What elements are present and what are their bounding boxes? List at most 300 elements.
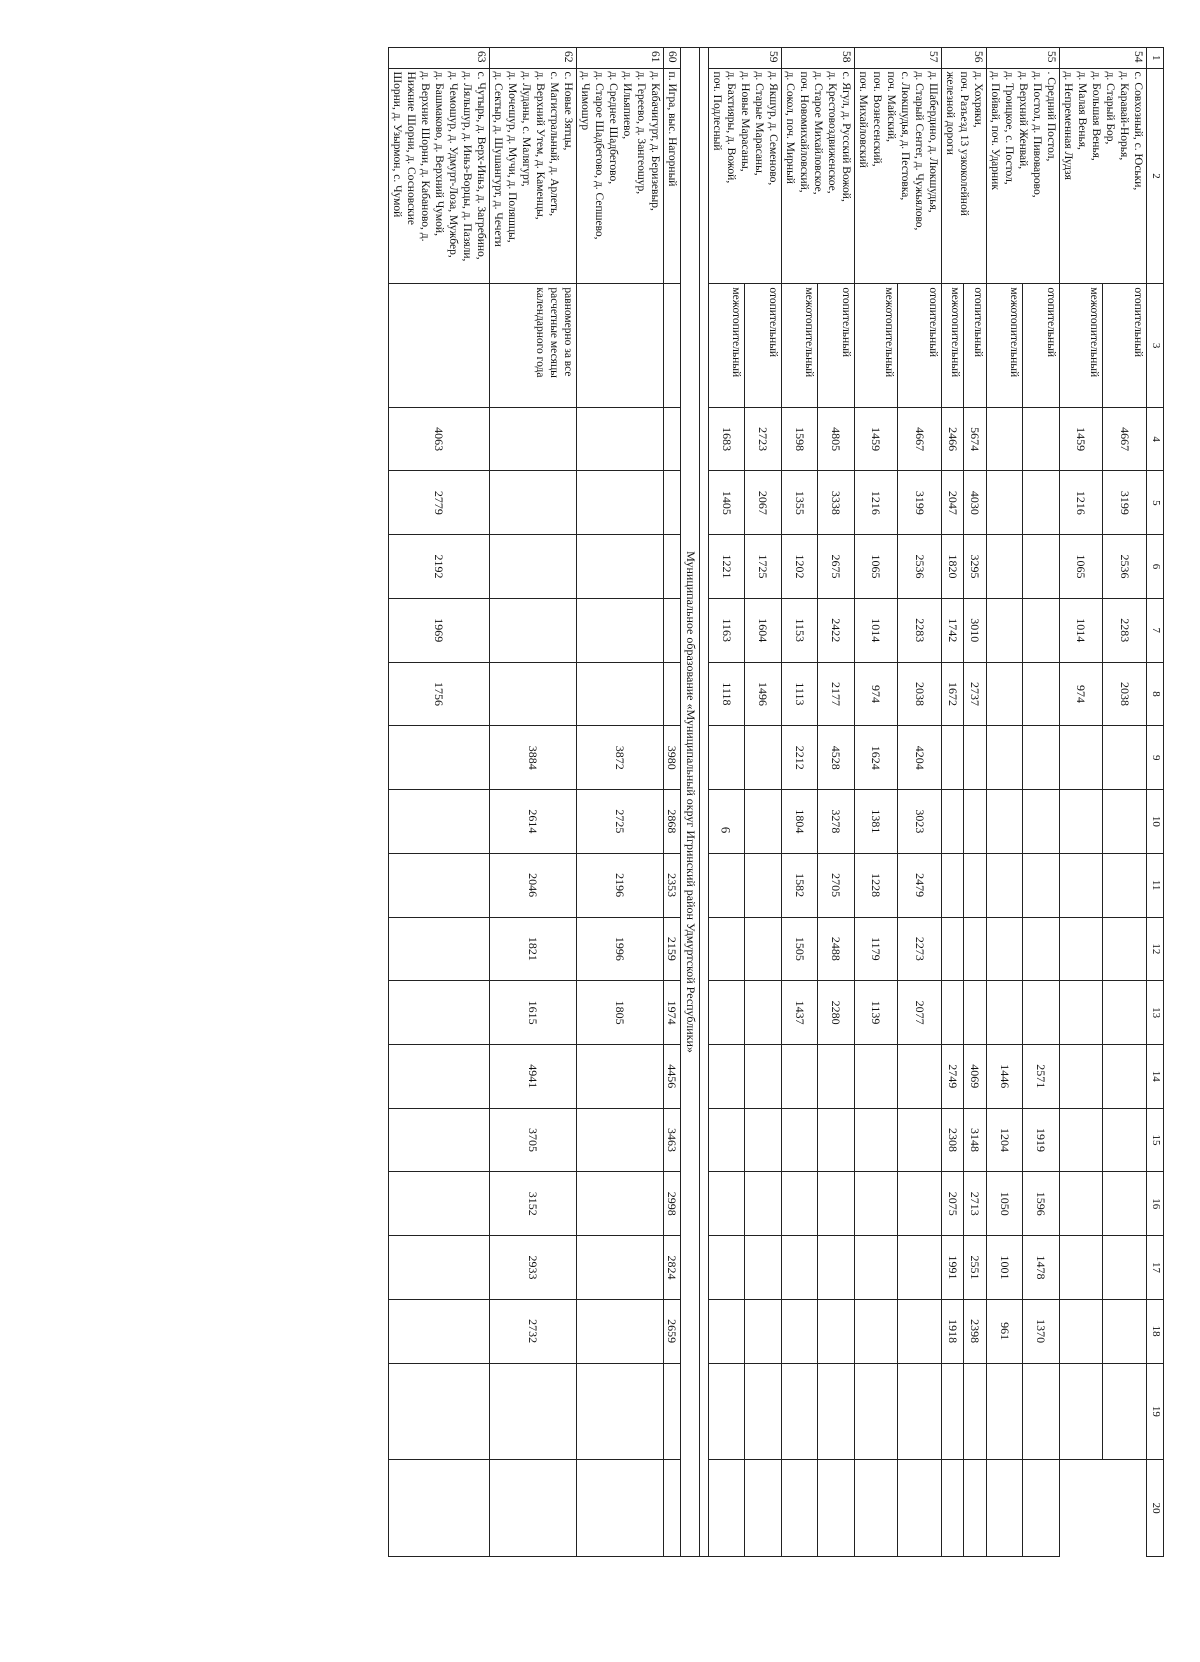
- value-cell: 1805: [577, 981, 664, 1045]
- value-cell: 1355: [782, 471, 819, 535]
- value-cell: [942, 726, 965, 790]
- value-cell: 2353: [664, 853, 681, 917]
- value-cell: [389, 853, 490, 917]
- settlement-names: [664, 68, 681, 284]
- period-cell: [389, 284, 490, 407]
- value-cell: [898, 1363, 942, 1460]
- value-cell: [987, 662, 1024, 726]
- settlement-line: с. Совхозный, с. Юськи,: [1132, 71, 1144, 191]
- value-cell: [664, 471, 681, 535]
- settlement-line: д. Хохряки,: [972, 71, 984, 128]
- table-row: [1103, 48, 1147, 1557]
- value-cell: 2614: [490, 790, 577, 854]
- value-cell: [745, 1108, 782, 1172]
- settlement-names: [577, 68, 664, 284]
- value-cell: 1381: [855, 790, 899, 854]
- value-cell: [389, 1236, 490, 1300]
- table-row: [1023, 48, 1060, 1557]
- value-cell: [745, 1044, 782, 1108]
- value-cell: 4456: [664, 1044, 681, 1108]
- value-cell: [745, 853, 782, 917]
- tariff-table-sheet: [144, 47, 1164, 1557]
- value-cell: [1060, 726, 1104, 790]
- settlement-line: поч. Новомихайловский,: [798, 71, 810, 193]
- settlement-line: д. Бахтияры, д. Вожой,: [725, 71, 737, 184]
- value-cell: [577, 535, 664, 599]
- value-cell: [1023, 535, 1060, 599]
- value-cell: [1103, 726, 1147, 790]
- value-cell: 1624: [855, 726, 899, 790]
- value-cell: [389, 1172, 490, 1236]
- value-cell: [782, 1460, 819, 1557]
- settlement-line: д. Новые Марасаны,: [739, 71, 751, 172]
- settlement-line: с. Чутырь, д. Верх-Иньз, д. Загребино,: [475, 71, 487, 260]
- value-cell: 4667: [898, 407, 942, 471]
- value-cell: [1023, 1460, 1060, 1557]
- value-cell: [942, 853, 965, 917]
- value-cell: [709, 917, 746, 981]
- value-cell: 2075: [942, 1172, 965, 1236]
- settlement-line: д. Пойвай, поч. Ударник: [989, 71, 1001, 190]
- value-cell: 1139: [855, 981, 899, 1045]
- value-cell: 1804: [782, 790, 819, 854]
- value-cell: [745, 790, 782, 854]
- value-cell: [818, 1236, 855, 1300]
- value-cell: [1103, 1044, 1147, 1108]
- value-cell: 1050: [987, 1172, 1024, 1236]
- value-cell: [818, 1363, 855, 1460]
- settlement-line: д. Шабердино, д. Люкшудья,: [927, 71, 939, 213]
- value-cell: 2280: [818, 981, 855, 1045]
- value-cell: [1060, 981, 1104, 1045]
- value-cell: 2551: [964, 1236, 987, 1300]
- value-cell: [1060, 1236, 1104, 1300]
- settlement-names: [942, 68, 987, 284]
- value-cell: [664, 662, 681, 726]
- row-number: 60: [664, 48, 681, 69]
- table-row: [818, 48, 855, 1557]
- column-header: 18: [1147, 1299, 1164, 1363]
- settlement-line: д. Старый Сентег, д. Чужьялово,: [913, 71, 925, 231]
- settlement-names: [987, 68, 1060, 284]
- value-cell: 1204: [987, 1108, 1024, 1172]
- value-cell: [577, 1236, 664, 1300]
- value-cell: [709, 853, 746, 917]
- value-cell: 2723: [745, 407, 782, 471]
- column-header: 19: [1147, 1363, 1164, 1460]
- value-cell: [490, 1460, 577, 1557]
- value-cell: 3152: [490, 1172, 577, 1236]
- value-cell: [1023, 790, 1060, 854]
- period-cell: отопительный: [1023, 284, 1060, 407]
- table-row: [898, 48, 942, 1557]
- settlement-line: д. Мочешур, д. Мучи, д. Поляшцы,: [506, 71, 518, 243]
- settlement-line: д. Башмаково, д. Верхний Чумой,: [433, 71, 445, 236]
- value-cell: [709, 1172, 746, 1236]
- settlement-line: д. Троицкое, с. Постол,: [1003, 71, 1015, 185]
- column-header: 12: [1147, 917, 1164, 981]
- value-cell: 2713: [964, 1172, 987, 1236]
- value-cell: 1756: [389, 662, 490, 726]
- value-cell: 1969: [389, 598, 490, 662]
- settlement-line: д. Старое Михайловское,: [812, 71, 824, 195]
- value-cell: 2308: [942, 1108, 965, 1172]
- value-cell: 2398: [964, 1299, 987, 1363]
- settlement-line: д. Крестовоздвиженское,: [826, 71, 838, 194]
- value-cell: [818, 1172, 855, 1236]
- value-cell: 5674: [964, 407, 987, 471]
- value-cell: [709, 726, 746, 790]
- value-cell: 1478: [1023, 1236, 1060, 1300]
- value-cell: [490, 407, 577, 471]
- value-cell: [389, 917, 490, 981]
- column-header: 8: [1147, 662, 1164, 726]
- value-cell: [1103, 1172, 1147, 1236]
- value-cell: 1202: [782, 535, 819, 599]
- value-cell: 2192: [389, 535, 490, 599]
- value-cell: 2868: [664, 790, 681, 854]
- value-cell: 961: [987, 1299, 1024, 1363]
- value-cell: [709, 1299, 746, 1363]
- value-cell: 3010: [964, 598, 987, 662]
- value-cell: [1060, 917, 1104, 981]
- value-cell: [389, 1044, 490, 1108]
- value-cell: [745, 917, 782, 981]
- value-cell: 2212: [782, 726, 819, 790]
- value-cell: [577, 598, 664, 662]
- page-number: 6: [718, 826, 734, 834]
- value-cell: 2177: [818, 662, 855, 726]
- value-cell: 2659: [664, 1299, 681, 1363]
- value-cell: 1672: [942, 662, 965, 726]
- value-cell: [1103, 917, 1147, 981]
- value-cell: [942, 1460, 965, 1557]
- settlement-line: д. Верхний Утем, д. Каменцы,: [534, 71, 546, 220]
- value-cell: [987, 1363, 1024, 1460]
- row-number: 58: [782, 48, 855, 69]
- value-cell: [987, 790, 1024, 854]
- value-cell: [709, 1236, 746, 1300]
- value-cell: 974: [1060, 662, 1104, 726]
- period-cell: межотопительный: [709, 284, 746, 407]
- value-cell: 2159: [664, 917, 681, 981]
- settlement-line: Шорни, д. Узырмон, с. Чумой: [391, 71, 403, 218]
- settlement-line: с. Новые Зятцы,: [562, 71, 574, 151]
- period-cell: равномерно за все расчетные месяцы календарного года: [490, 284, 577, 407]
- value-cell: [389, 790, 490, 854]
- period-cell: [577, 284, 664, 407]
- period-cell: отопительный: [818, 284, 855, 407]
- value-cell: [389, 1363, 490, 1460]
- value-cell: 3338: [818, 471, 855, 535]
- period-cell: межотопительный: [855, 284, 899, 407]
- value-cell: 2038: [1103, 662, 1147, 726]
- settlement-line: железной дороги: [944, 71, 956, 155]
- value-cell: [1060, 1363, 1104, 1460]
- value-cell: [1023, 853, 1060, 917]
- value-cell: [664, 1460, 681, 1557]
- settlement-line: д. Среднее Шадбегово,: [607, 71, 619, 185]
- value-cell: [987, 1460, 1024, 1557]
- settlement-line: д. Чемошур, д. Удмурт-Лоза, Мужбер,: [447, 71, 459, 258]
- settlement-line: Нижние Шорни, д. Сосновские: [405, 71, 417, 226]
- value-cell: [1023, 1363, 1060, 1460]
- table-row: [964, 48, 987, 1557]
- settlement-line: д. Старые Марасаны,: [753, 71, 765, 176]
- value-cell: 1014: [1060, 598, 1104, 662]
- value-cell: 3705: [490, 1108, 577, 1172]
- value-cell: 2422: [818, 598, 855, 662]
- settlement-line: д. Гереево, д. Зангеошур,: [635, 71, 647, 195]
- value-cell: 4030: [964, 471, 987, 535]
- value-cell: [782, 1044, 819, 1108]
- column-header: 4: [1147, 407, 1164, 471]
- value-cell: [964, 1460, 987, 1557]
- value-cell: [389, 981, 490, 1045]
- value-cell: [782, 1108, 819, 1172]
- value-cell: 1505: [782, 917, 819, 981]
- settlement-line: поч. Михайловский: [857, 71, 869, 168]
- value-cell: 2067: [745, 471, 782, 535]
- value-cell: [577, 1044, 664, 1108]
- value-cell: [898, 1236, 942, 1300]
- value-cell: [664, 407, 681, 471]
- column-header: 11: [1147, 853, 1164, 917]
- value-cell: [1060, 790, 1104, 854]
- value-cell: [898, 1460, 942, 1557]
- value-cell: [577, 1460, 664, 1557]
- value-cell: 1179: [855, 917, 899, 981]
- settlement-names: [782, 68, 855, 284]
- value-cell: [818, 1108, 855, 1172]
- value-cell: [942, 1363, 965, 1460]
- value-cell: [898, 1108, 942, 1172]
- section-row: [681, 48, 700, 1557]
- spacer-row: [700, 48, 709, 1557]
- value-cell: [1023, 407, 1060, 471]
- row-number: 57: [855, 48, 942, 69]
- value-cell: 3295: [964, 535, 987, 599]
- value-cell: [709, 1460, 746, 1557]
- settlement-line: поч. Разъезд 13 узкоколейной: [958, 71, 970, 216]
- section-title: Муниципальное образование «Муниципальный округ Игринский район Удмуртской Республики»: [681, 48, 700, 1557]
- value-cell: [964, 726, 987, 790]
- value-cell: 1228: [855, 853, 899, 917]
- value-cell: [855, 1236, 899, 1300]
- row-number: 62: [490, 48, 577, 69]
- row-number: 61: [577, 48, 664, 69]
- value-cell: [1103, 790, 1147, 854]
- value-cell: 1370: [1023, 1299, 1060, 1363]
- value-cell: 2196: [577, 853, 664, 917]
- value-cell: [782, 1172, 819, 1236]
- period-cell: межотопительный: [942, 284, 965, 407]
- value-cell: 1496: [745, 662, 782, 726]
- value-cell: [987, 853, 1024, 917]
- value-cell: [577, 1363, 664, 1460]
- settlement-line: д. Ильяпиево,: [621, 71, 633, 140]
- value-cell: [490, 662, 577, 726]
- settlement-line: д. Якшур, д. Семеново,: [767, 71, 779, 186]
- settlement-line: д. Постол, д. Пивоварово,: [1031, 71, 1043, 198]
- value-cell: [745, 1236, 782, 1300]
- value-cell: 2536: [1103, 535, 1147, 599]
- value-cell: [1023, 471, 1060, 535]
- value-cell: 1596: [1023, 1172, 1060, 1236]
- value-cell: 2571: [1023, 1044, 1060, 1108]
- value-cell: [389, 1108, 490, 1172]
- row-number: 56: [942, 48, 987, 69]
- value-cell: 2536: [898, 535, 942, 599]
- column-header: 5: [1147, 471, 1164, 535]
- value-cell: 1742: [942, 598, 965, 662]
- value-cell: [855, 1108, 899, 1172]
- column-header: 3: [1147, 284, 1164, 407]
- tariff-table: [388, 47, 1164, 1557]
- value-cell: 2046: [490, 853, 577, 917]
- value-cell: [855, 1172, 899, 1236]
- value-cell: [898, 1172, 942, 1236]
- value-cell: 1683: [709, 407, 746, 471]
- table-row: [389, 48, 490, 1557]
- spacer-cell: [700, 48, 709, 1557]
- value-cell: [745, 1460, 782, 1557]
- value-cell: 2732: [490, 1299, 577, 1363]
- settlement-line: поч. Подлесный: [711, 71, 723, 151]
- value-cell: [1023, 917, 1060, 981]
- value-cell: 2273: [898, 917, 942, 981]
- settlement-line: д. Старый Бор,: [1104, 71, 1116, 145]
- settlement-line: д. Большая Венья,: [1090, 71, 1102, 161]
- value-cell: 1582: [782, 853, 819, 917]
- value-cell: [1103, 1108, 1147, 1172]
- value-cell: [782, 1236, 819, 1300]
- value-cell: 974: [855, 662, 899, 726]
- column-header: 16: [1147, 1172, 1164, 1236]
- value-cell: [1060, 1299, 1104, 1363]
- row-number: 54: [1060, 48, 1147, 69]
- value-cell: 2725: [577, 790, 664, 854]
- settlement-line: д. Сокол, поч. Мирный: [784, 71, 796, 184]
- settlement-names: [855, 68, 942, 284]
- value-cell: 2466: [942, 407, 965, 471]
- row-number: 55: [987, 48, 1060, 69]
- value-cell: [389, 726, 490, 790]
- row-number: 59: [709, 48, 782, 69]
- value-cell: 2283: [1103, 598, 1147, 662]
- period-cell: отопительный: [745, 284, 782, 407]
- value-cell: 4063: [389, 407, 490, 471]
- value-cell: [942, 790, 965, 854]
- period-cell: отопительный: [964, 284, 987, 407]
- value-cell: [490, 471, 577, 535]
- value-cell: 1615: [490, 981, 577, 1045]
- value-cell: 2047: [942, 471, 965, 535]
- value-cell: [490, 1363, 577, 1460]
- value-cell: 1821: [490, 917, 577, 981]
- settlement-line: д. Непременная Лудзя: [1062, 71, 1074, 180]
- value-cell: 1918: [942, 1299, 965, 1363]
- value-cell: 2675: [818, 535, 855, 599]
- value-cell: [964, 790, 987, 854]
- value-cell: 1446: [987, 1044, 1024, 1108]
- value-cell: 1216: [1060, 471, 1104, 535]
- value-cell: [942, 981, 965, 1045]
- settlement-line: д. Старое Шадбегово, д. Сепшево,: [593, 71, 605, 240]
- value-cell: [745, 1172, 782, 1236]
- value-cell: [664, 1363, 681, 1460]
- value-cell: 1113: [782, 662, 819, 726]
- column-header: 14: [1147, 1044, 1164, 1108]
- value-cell: 4528: [818, 726, 855, 790]
- value-cell: 1919: [1023, 1108, 1060, 1172]
- value-cell: [782, 1299, 819, 1363]
- value-cell: 3980: [664, 726, 681, 790]
- value-cell: 3199: [1103, 471, 1147, 535]
- settlement-line: д. Чимошур: [579, 71, 591, 131]
- value-cell: [987, 917, 1024, 981]
- value-cell: [1060, 1108, 1104, 1172]
- column-header: 9: [1147, 726, 1164, 790]
- value-cell: 1974: [664, 981, 681, 1045]
- value-cell: [709, 981, 746, 1045]
- settlement-line: с. Магистральный, д. Арлеть,: [548, 71, 560, 217]
- value-cell: 1153: [782, 598, 819, 662]
- value-cell: 3023: [898, 790, 942, 854]
- value-cell: 1459: [1060, 407, 1104, 471]
- value-cell: 2488: [818, 917, 855, 981]
- value-cell: [709, 1363, 746, 1460]
- value-cell: 1014: [855, 598, 899, 662]
- value-cell: 4941: [490, 1044, 577, 1108]
- value-cell: [389, 1460, 490, 1557]
- column-header: 7: [1147, 598, 1164, 662]
- value-cell: [577, 662, 664, 726]
- column-header: 17: [1147, 1236, 1164, 1300]
- value-cell: [987, 598, 1024, 662]
- value-cell: 2479: [898, 853, 942, 917]
- value-cell: [745, 1299, 782, 1363]
- column-header: 20: [1147, 1460, 1164, 1557]
- value-cell: 3884: [490, 726, 577, 790]
- value-cell: [745, 981, 782, 1045]
- value-cell: [577, 1299, 664, 1363]
- value-cell: [1023, 981, 1060, 1045]
- value-cell: 2749: [942, 1044, 965, 1108]
- value-cell: [664, 535, 681, 599]
- value-cell: [1103, 1299, 1147, 1363]
- value-cell: [709, 790, 746, 854]
- column-header: 13: [1147, 981, 1164, 1045]
- value-cell: [855, 1460, 899, 1557]
- table-row: [664, 48, 681, 1557]
- value-cell: 4204: [898, 726, 942, 790]
- period-cell: отопительный: [898, 284, 942, 407]
- value-cell: 1001: [987, 1236, 1024, 1300]
- value-cell: [745, 726, 782, 790]
- settlement-line: д. Луданы, с. Малягурт,: [520, 71, 532, 187]
- period-cell: межотопительный: [1060, 284, 1104, 407]
- value-cell: [577, 471, 664, 535]
- table-row: [577, 48, 664, 1557]
- value-cell: [1060, 1044, 1104, 1108]
- value-cell: 1118: [709, 662, 746, 726]
- settlement-names: [389, 68, 490, 284]
- value-cell: 3872: [577, 726, 664, 790]
- column-header: 15: [1147, 1108, 1164, 1172]
- period-cell: межотопительный: [782, 284, 819, 407]
- value-cell: 3148: [964, 1108, 987, 1172]
